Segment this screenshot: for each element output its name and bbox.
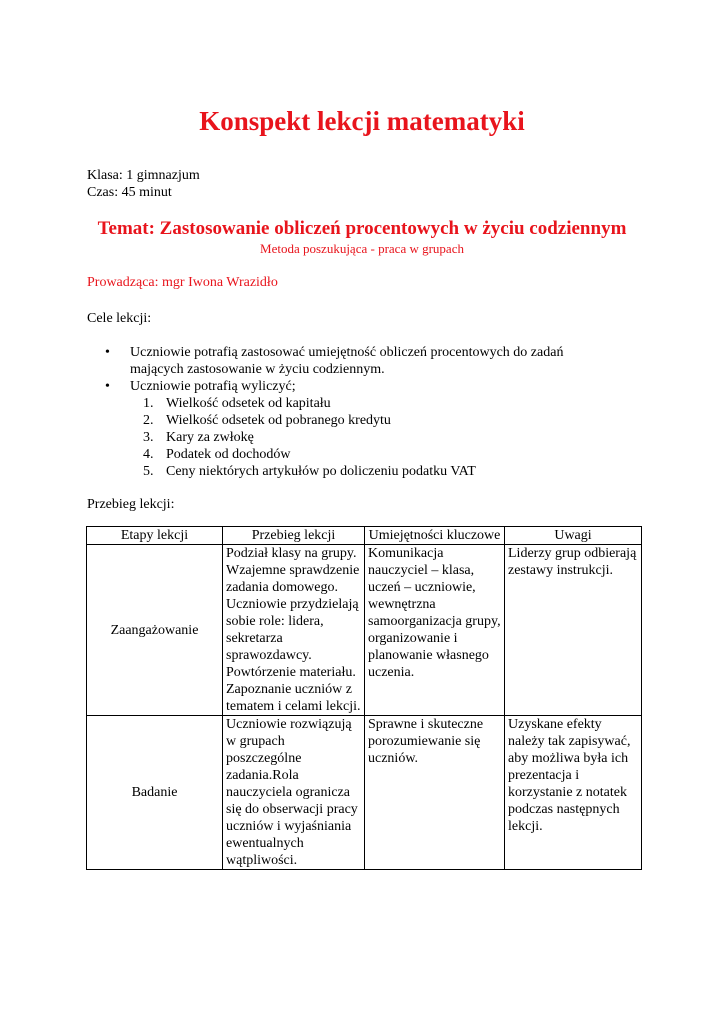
time-info: Czas: 45 minut	[87, 185, 172, 200]
item-number: 2.	[143, 413, 154, 428]
item-number: 3.	[143, 430, 154, 445]
column-header: Umiejętności kluczowe	[365, 527, 505, 545]
course-cell: Podział klasy na grupy. Wzajemne sprawdzenie zadania domowego. Uczniowie przydzielają sobie role: lidera, sekretarza sprawozdawcy. Powtórzenie materiału. Zapoznanie uczniów z tematem i celami lekcji.	[223, 545, 365, 716]
table-header-row	[87, 527, 642, 545]
class-info: Klasa: 1 gimnazjum	[87, 168, 200, 183]
notes-cell: Uzyskane efekty należy tak zapisywać, aby możliwa była ich prezentacja i korzystanie z notatek podczas następnych lekcji.	[505, 716, 642, 870]
calc-item	[130, 429, 603, 446]
skills-cell: Komunikacja nauczyciel – klasa, uczeń – uczniowie, wewnętrzna samoorganizacja grupy, organizowanie i planowanie własnego uczenia.	[365, 545, 505, 716]
item-text: Wielkość odsetek od kapitału	[166, 396, 331, 411]
item-text: Ceny niektórych artykułów po doliczeniu podatku VAT	[166, 464, 476, 479]
table-row	[87, 716, 642, 870]
calc-item	[130, 463, 603, 480]
goals-label: Cele lekcji:	[87, 311, 152, 326]
stage-cell: Zaangażowanie	[87, 545, 223, 716]
lesson-meta	[87, 167, 200, 201]
goal-text-2: Uczniowie potrafią wyliczyć;	[130, 379, 296, 394]
item-text: Podatek od dochodów	[166, 447, 291, 462]
goal-item	[103, 344, 603, 378]
item-text: Kary za zwłokę	[166, 430, 254, 445]
course-label: Przebieg lekcji:	[87, 497, 175, 512]
calc-list	[130, 395, 603, 480]
lesson-topic: Temat: Zastosowanie obliczeń procentowych w życiu codziennym	[97, 218, 627, 239]
calc-item	[130, 395, 603, 412]
calc-item	[130, 446, 603, 463]
course-cell: Uczniowie rozwiązują w grupach poszczególne zadania.Rola nauczyciela ogranicza się do obserwacji pracy uczniów i wyjaśniania ewentualnych wątpliwości.	[223, 716, 365, 870]
goal-item	[103, 378, 603, 480]
item-number: 4.	[143, 447, 154, 462]
document-title: Konspekt lekcji matematyki	[199, 106, 525, 136]
goals-list	[103, 344, 603, 480]
goal-text-1: Uczniowie potrafią zastosować umiejętność obliczeń procentowych do zadań mających zastosowanie w życiu codziennym.	[130, 345, 564, 377]
lesson-method: Metoda poszukująca - praca w grupach	[260, 241, 464, 256]
teacher-info: Prowadząca: mgr Iwona Wrazidło	[87, 275, 278, 290]
item-number: 1.	[143, 396, 154, 411]
stage-cell: Badanie	[87, 716, 223, 870]
table-row	[87, 545, 642, 716]
item-number: 5.	[143, 464, 154, 479]
lesson-table	[86, 526, 642, 870]
item-text: Wielkość odsetek od pobranego kredytu	[166, 413, 391, 428]
column-header: Uwagi	[505, 527, 642, 545]
calc-item	[130, 412, 603, 429]
column-header: Przebieg lekcji	[223, 527, 365, 545]
column-header: Etapy lekcji	[87, 527, 223, 545]
notes-cell: Liderzy grup odbierają zestawy instrukcji.	[505, 545, 642, 716]
skills-cell: Sprawne i skuteczne porozumiewanie się uczniów.	[365, 716, 505, 870]
